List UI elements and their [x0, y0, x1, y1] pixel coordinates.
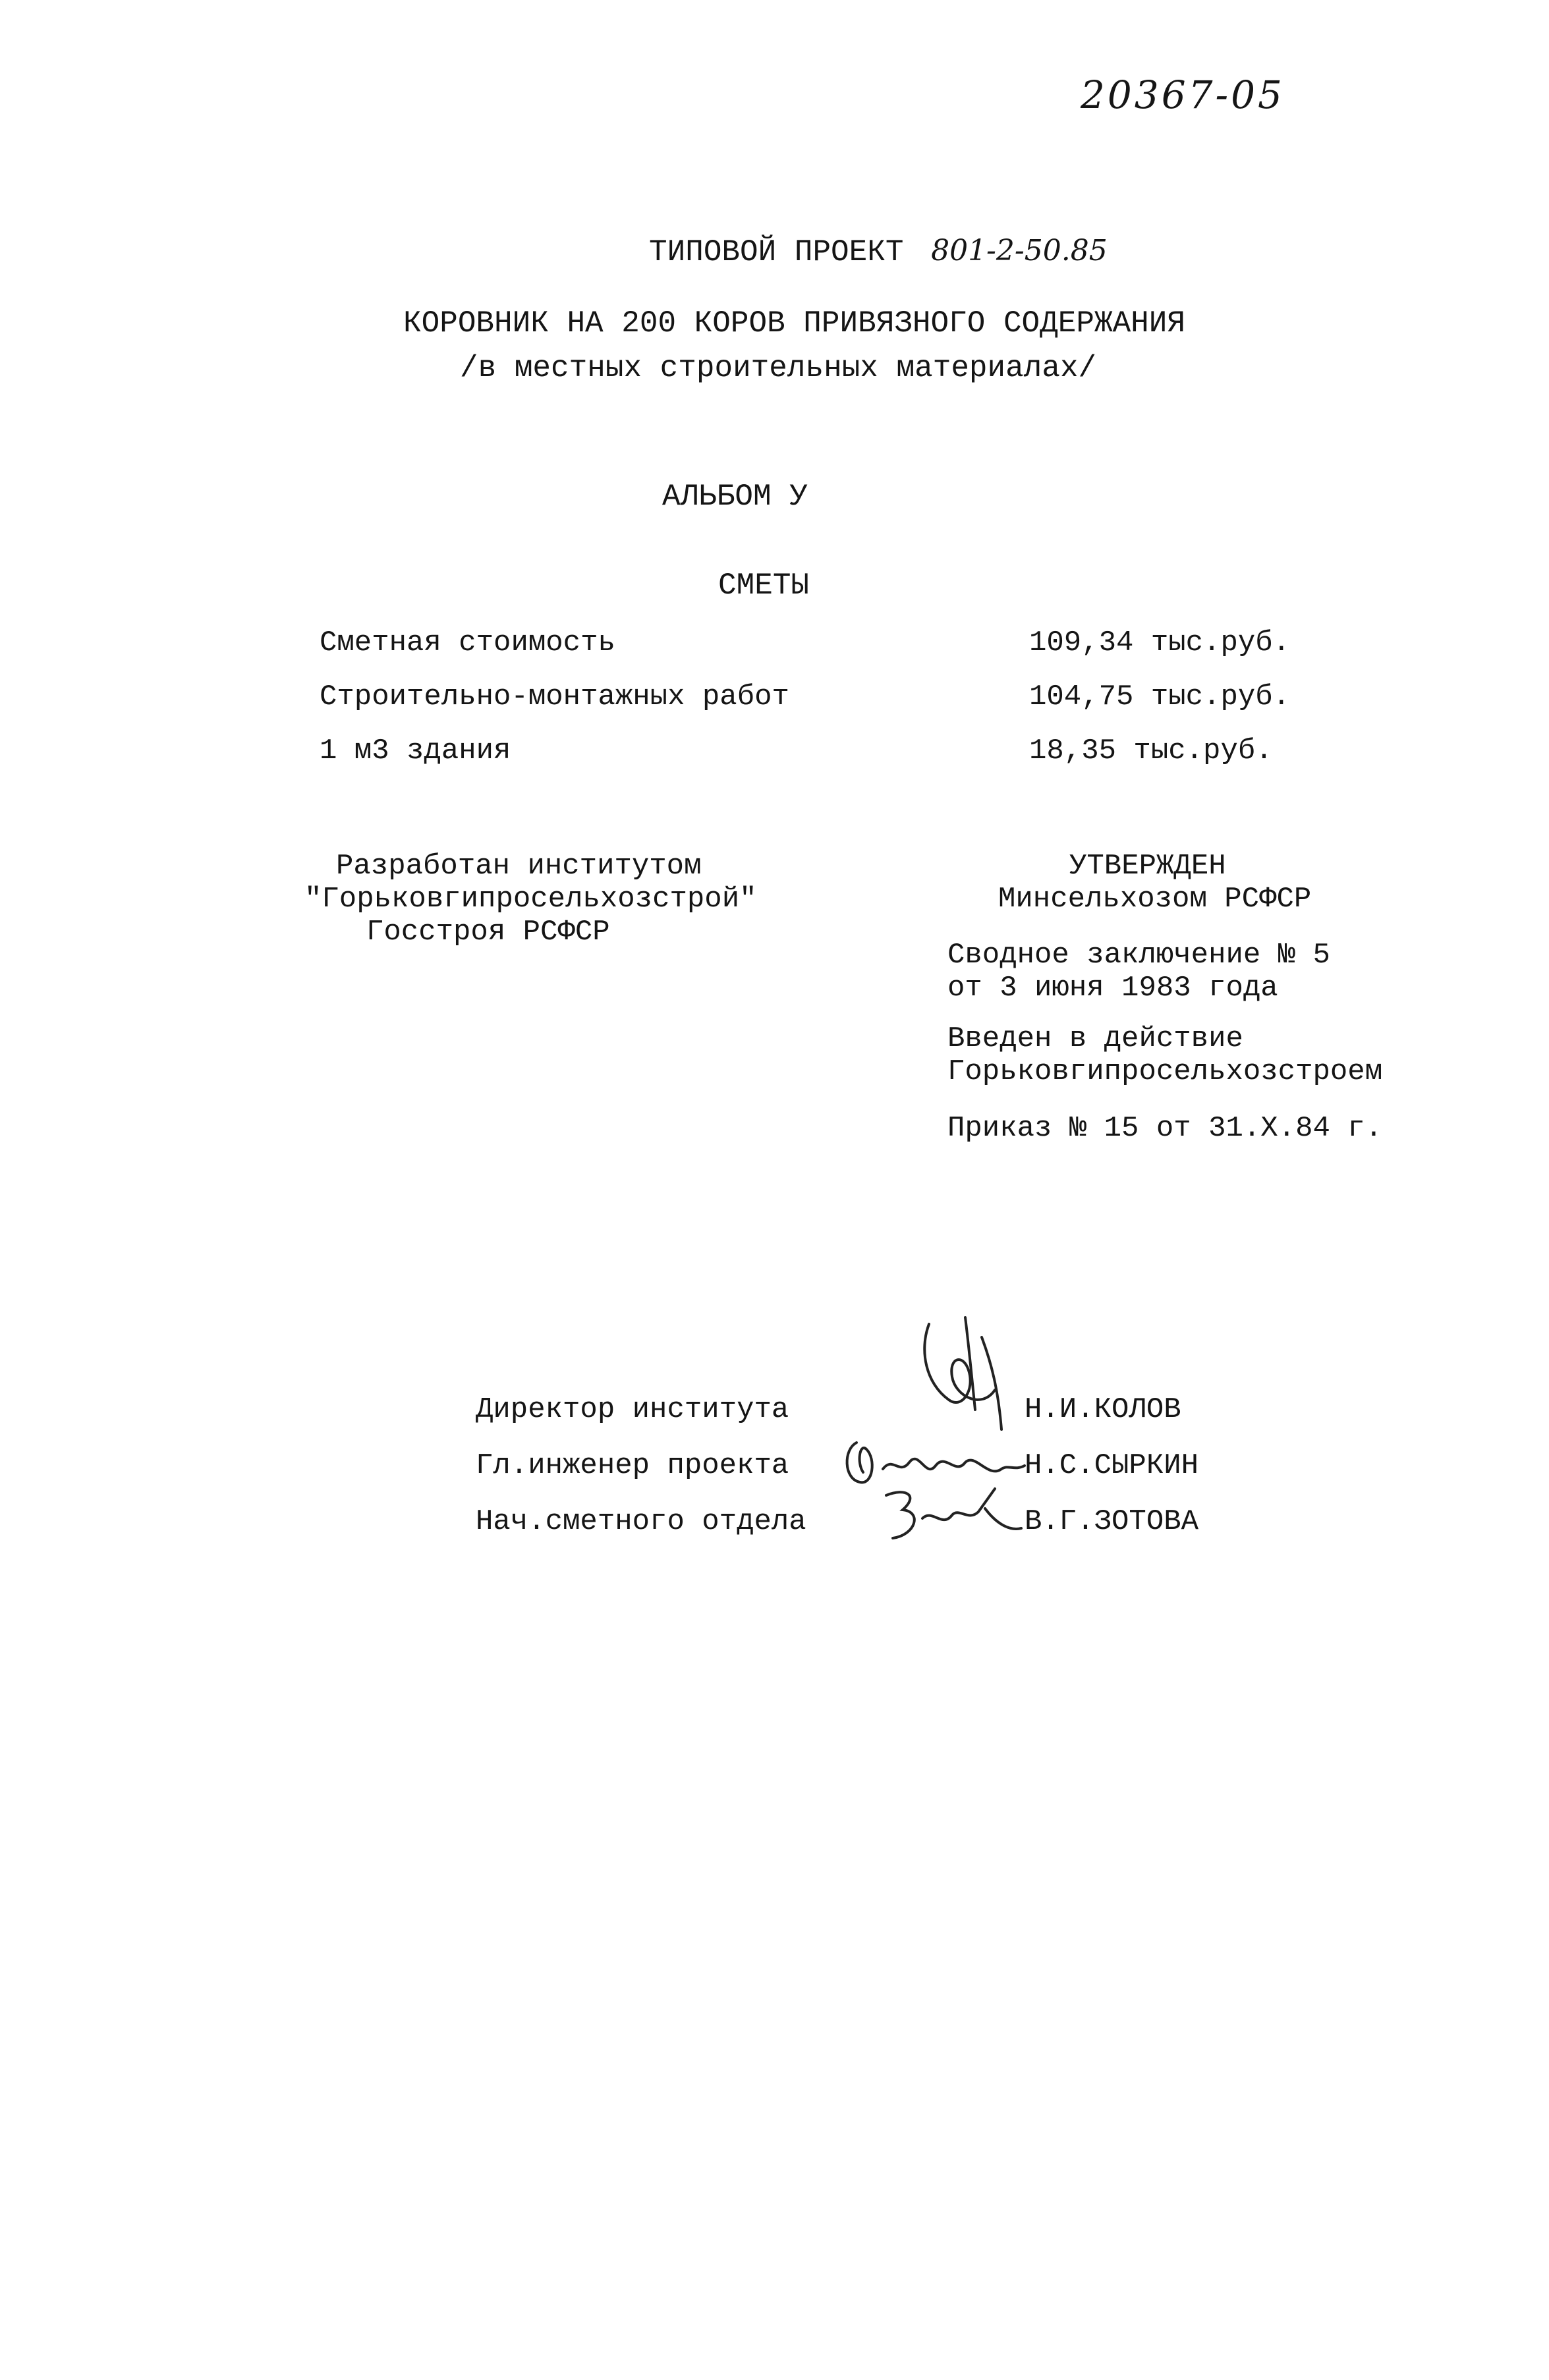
signature-mark-director: [903, 1311, 1021, 1436]
approval-authority: Минсельхозом РСФСР: [998, 883, 1312, 916]
project-code: 801-2-50.85: [931, 234, 1108, 267]
enacted-line-1: Введен в действие: [947, 1022, 1243, 1055]
developer-line-1: Разработан институтом: [336, 850, 702, 883]
enacted-block: [947, 1022, 1382, 1088]
cost-label-1: Сметная стоимость: [320, 626, 615, 659]
cost-label-3: 1 м3 здания: [320, 734, 511, 767]
signature-role-3: Нач.сметного отдела: [476, 1505, 806, 1538]
conclusion-line-1: Сводное заключение № 5: [947, 939, 1330, 972]
enacted-line-2: Горьковгипросельхозстроем: [947, 1055, 1383, 1088]
project-heading: [649, 232, 1108, 271]
developer-block: [304, 850, 757, 949]
section-title: СМЕТЫ: [718, 568, 810, 603]
album-title: АЛЬБОМ У: [662, 480, 808, 514]
cost-value-3: 18,35 тыс.руб.: [1029, 734, 1273, 767]
approval-block: [998, 850, 1311, 916]
document-title: КОРОВНИК НА 200 КОРОВ ПРИВЯЗНОГО СОДЕРЖАНИЯ: [403, 306, 1185, 341]
developer-line-2: "Горьковгипросельхозстрой": [304, 883, 757, 916]
document-subtitle: /в местных строительных материалах/: [460, 351, 1097, 385]
signature-role-1: Директор института: [476, 1393, 789, 1426]
doc-number: 20367-05: [1081, 72, 1285, 117]
project-label: ТИПОВОЙ ПРОЕКТ: [649, 235, 904, 269]
order-line: Приказ № 15 от 31.X.84 г.: [947, 1112, 1383, 1145]
approval-status: УТВЕРЖДЕН: [1069, 850, 1226, 883]
cost-value-1: 109,34 тыс.руб.: [1029, 626, 1291, 659]
signature-mark-estimate-head: [880, 1482, 1025, 1551]
signature-name-1: Н.И.КОЛОВ: [1025, 1393, 1181, 1426]
signature-name-2: Н.С.СЫРКИН: [1025, 1449, 1199, 1482]
cost-label-2: Строительно-монтажных работ: [320, 680, 789, 713]
signature-role-2: Гл.инженер проекта: [476, 1449, 789, 1482]
developer-line-3: Госстроя РСФСР: [366, 916, 610, 949]
conclusion-block: [947, 939, 1330, 1005]
signature-name-3: В.Г.ЗОТОВА: [1025, 1505, 1199, 1538]
conclusion-line-2: от 3 июня 1983 года: [947, 972, 1278, 1005]
cost-value-2: 104,75 тыс.руб.: [1029, 680, 1291, 713]
